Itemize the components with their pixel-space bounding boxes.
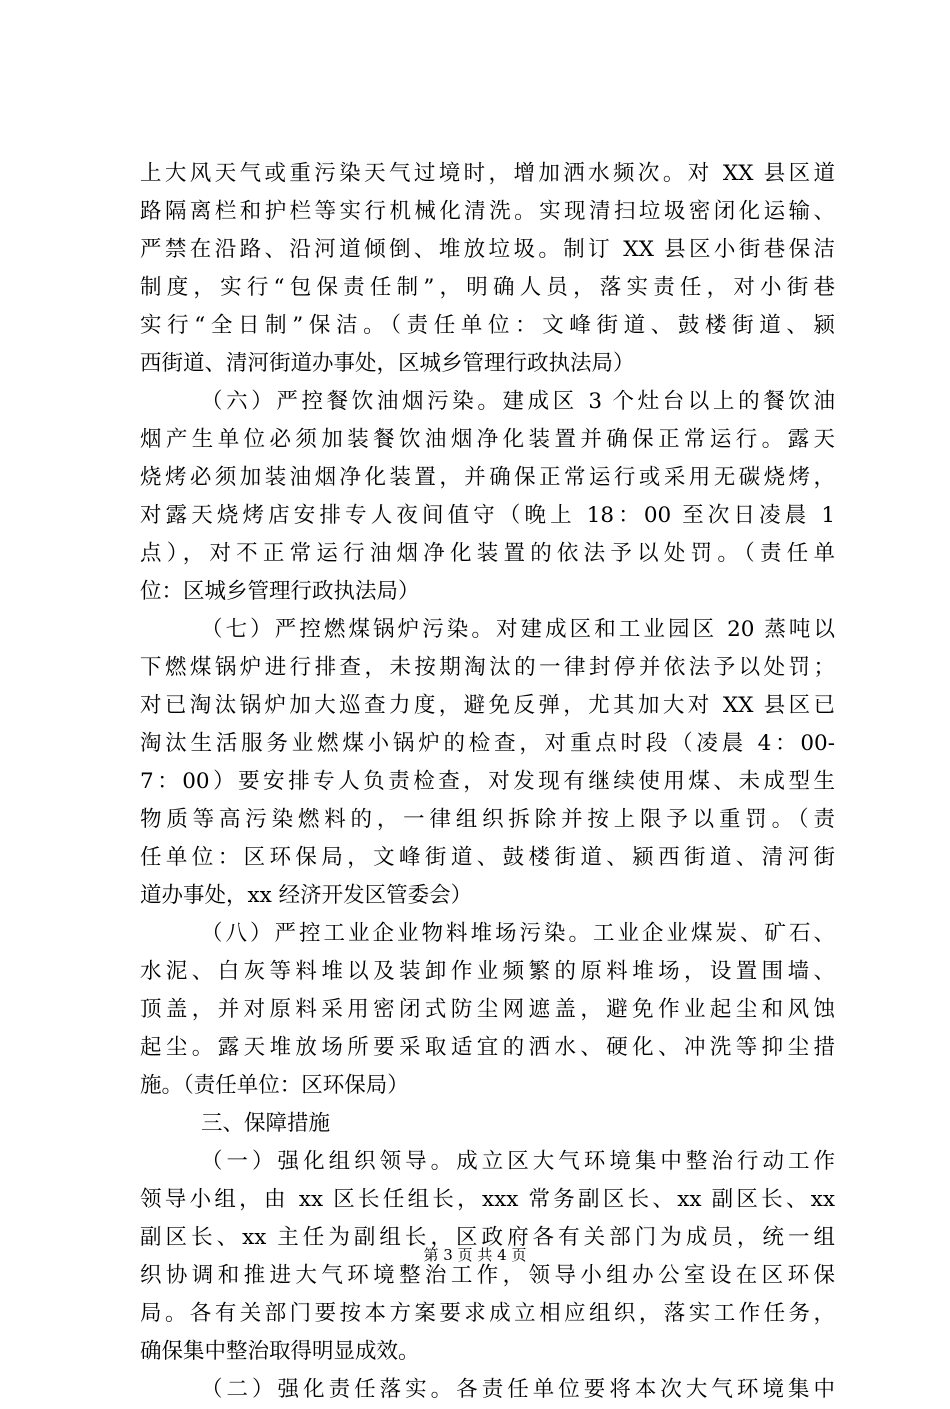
text-line: 道办事处，xx 经济开发区管委会） [140, 883, 473, 908]
text-line: 织协调和推进大气环境整治工作，领导小组办公室设在区环保 [140, 1263, 835, 1288]
text-line: 三、保障措施 [201, 1111, 331, 1136]
text-line: 上大风天气或重污染天气过境时，增加洒水频次。对 XX 县区道 [140, 161, 835, 186]
text-line: 起尘。露天堆放场所要采取适宜的洒水、硬化、冲洗等抑尘措 [140, 1035, 835, 1060]
text-line: 任单位：区环保局，文峰街道、鼓楼街道、颍西街道、清河街 [140, 845, 835, 870]
text-line: 烧烤必须加装油烟净化装置，并确保正常运行或采用无碳烧烤， [140, 465, 835, 490]
text-line: 施。（责任单位：区环保局） [140, 1073, 409, 1098]
text-line: 淘汰生活服务业燃煤小锅炉的检查，对重点时段（凌晨 4：00- [140, 731, 835, 756]
text-line: 局。各有关部门要按本方案要求成立相应组织，落实工作任务， [140, 1301, 835, 1326]
text-line: 领导小组，由 xx 区长任组长，xxx 常务副区长、xx 副区长、xx [140, 1187, 835, 1212]
text-line: （一）强化组织领导。成立区大气环境集中整治行动工作 [201, 1149, 835, 1174]
document-body [140, 155, 835, 1409]
text-line: 实行“全日制”保洁。（责任单位：文峰街道、鼓楼街道、颍 [140, 313, 835, 338]
text-line: 对露天烧烤店安排专人夜间值守（晚上 18：00 至次日凌晨 1 [140, 503, 835, 528]
text-line: 水泥、白灰等料堆以及装卸作业频繁的原料堆场，设置围墙、 [140, 959, 835, 984]
text-line: 制度，实行“包保责任制”，明确人员，落实责任，对小街巷 [140, 275, 835, 300]
text-line: 路隔离栏和护栏等实行机械化清洗。实现清扫垃圾密闭化运输、 [140, 199, 835, 224]
text-line: （八）严控工业企业物料堆场污染。工业企业煤炭、矿石、 [201, 921, 835, 946]
text-line: 确保集中整治取得明显成效。 [140, 1339, 420, 1364]
text-line: （六）严控餐饮油烟污染。建成区 3 个灶台以上的餐饮油 [201, 389, 835, 414]
text-line: 物质等高污染燃料的，一律组织拆除并按上限予以重罚。（责 [140, 807, 835, 832]
text-line: 副区长、xx 主任为副组长，区政府各有关部门为成员，统一组 [140, 1225, 835, 1250]
text-line: 下燃煤锅炉进行排查，未按期淘汰的一律封停并依法予以处罚； [140, 655, 835, 680]
text-line: （七）严控燃煤锅炉污染。对建成区和工业园区 20 蒸吨以 [201, 617, 835, 642]
text-line: 对已淘汰锅炉加大巡查力度，避免反弹，尤其加大对 XX 县区已 [140, 693, 835, 718]
text-line: 烟产生单位必须加装餐饮油烟净化装置并确保正常运行。露天 [140, 427, 835, 452]
text-line: 西街道、清河街道办事处，区城乡管理行政执法局） [140, 351, 635, 376]
text-line: 位：区城乡管理行政执法局） [140, 579, 420, 604]
text-line: 7：00）要安排专人负责检查，对发现有继续使用煤、未成型生 [140, 769, 835, 794]
page-number-footer: 第 3 页 共 4 页 [423, 1246, 527, 1264]
text-line: （二）强化责任落实。各责任单位要将本次大气环境集中 [201, 1377, 835, 1402]
text-line: 顶盖，并对原料采用密闭式防尘网遮盖，避免作业起尘和风蚀 [140, 997, 835, 1022]
text-line: 严禁在沿路、沿河道倾倒、堆放垃圾。制订 XX 县区小街巷保洁 [140, 237, 835, 262]
text-line: 点），对不正常运行油烟净化装置的依法予以处罚。（责任单 [140, 541, 835, 566]
